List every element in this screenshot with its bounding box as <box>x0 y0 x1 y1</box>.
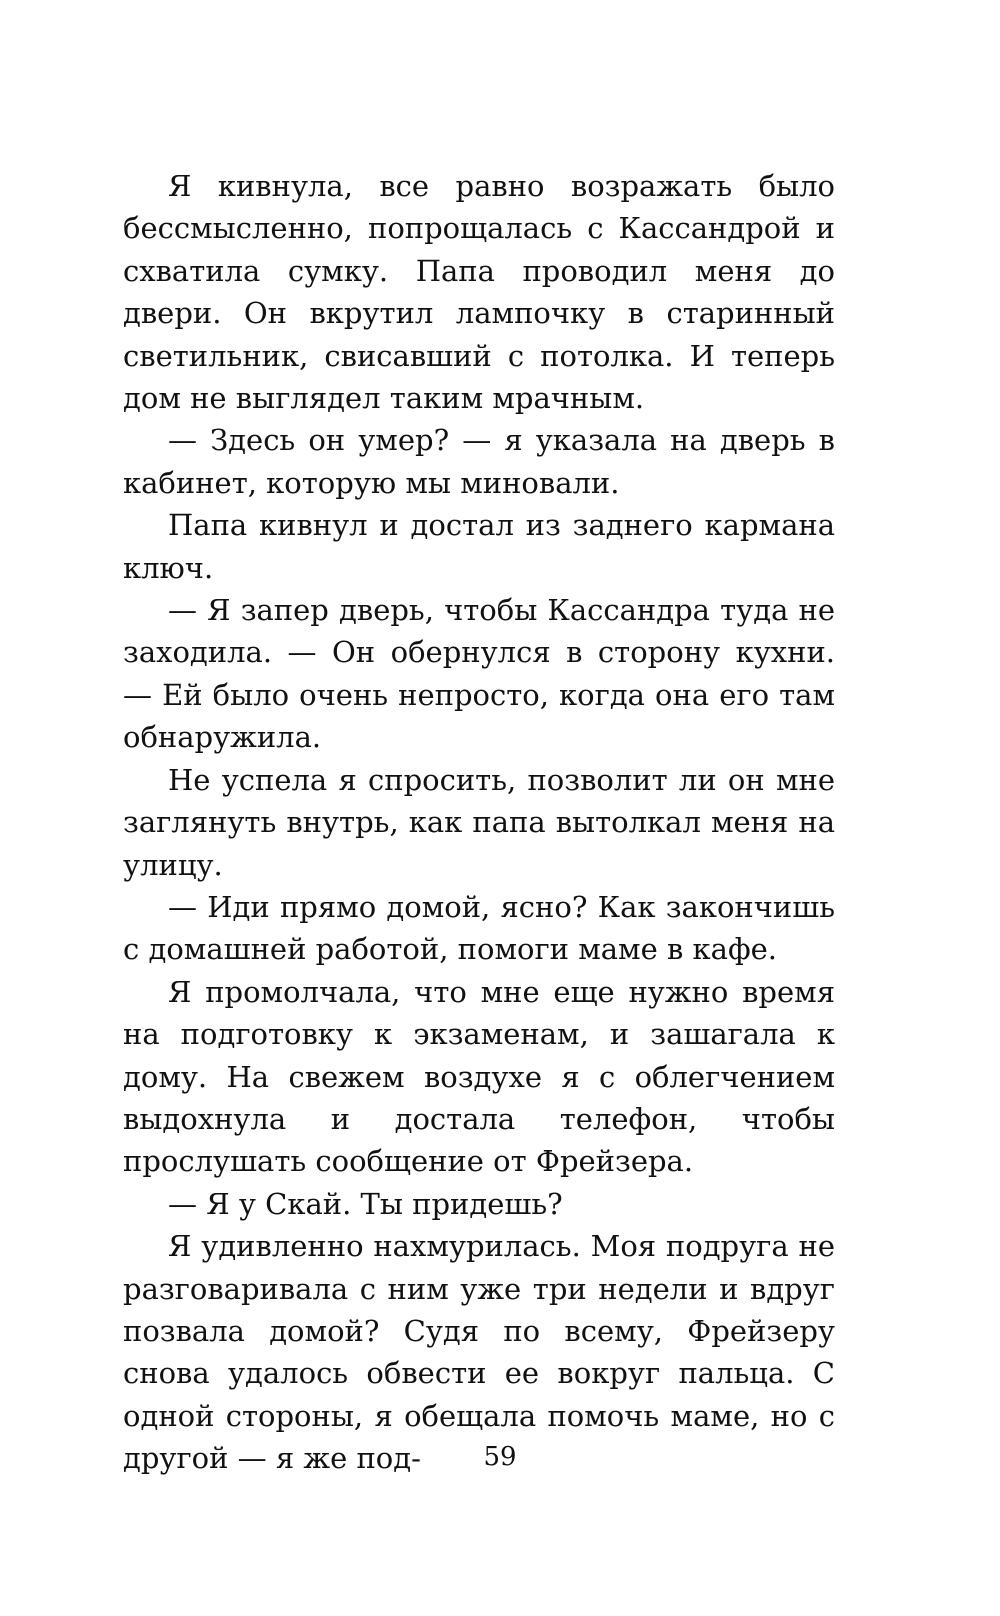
paragraph: Я удивленно нахмурилась. Моя подруга не разговаривала с ним уже три недели и вдруг позвала домой? Судя по всему, Фрейзеру снова удалось обвести ее вокруг пальца. С одной стороны, я обещала помочь маме, но с другой — я же под- <box>123 1229 835 1476</box>
page-number: 59 <box>483 1442 517 1472</box>
body-text <box>123 165 835 1480</box>
paragraph: Не успела я спросить, позволит ли он мне заглянуть внутрь, как папа вытолкал меня на улицу. <box>123 762 835 882</box>
paragraph: Я кивнула, все равно возражать было бессмысленно, попрощалась с Кассандрой и схватила сумку. Папа проводил меня до двери. Он вкрутил лампочку в старинный светильник, свисавший с потолка. И теперь дом не выглядел таким мрачным. <box>123 169 835 416</box>
paragraph: — Иди прямо домой, ясно? Как закончишь с домашней работой, помоги маме в кафе. <box>123 889 835 967</box>
paragraph: — Здесь он умер? — я указала на дверь в кабинет, которую мы миновали. <box>123 423 835 500</box>
paragraph: Я промолчала, что мне еще нужно время на подготовку к экзаменам, и зашагала к дому. На свежем воздухе я с облегчением выдохнула и достала телефон, чтобы прослушать сообщение от Фрейзера. <box>123 974 835 1179</box>
paragraph: Папа кивнул и достал из заднего кармана ключ. <box>123 508 835 585</box>
paragraph: — Я запер дверь, чтобы Кассандра туда не заходила. — Он обернулся в сторону кухни. — Ей было очень непросто, когда она его там обнаружила. <box>123 593 835 755</box>
paragraph: — Я у Скай. Ты придешь? <box>168 1186 563 1221</box>
